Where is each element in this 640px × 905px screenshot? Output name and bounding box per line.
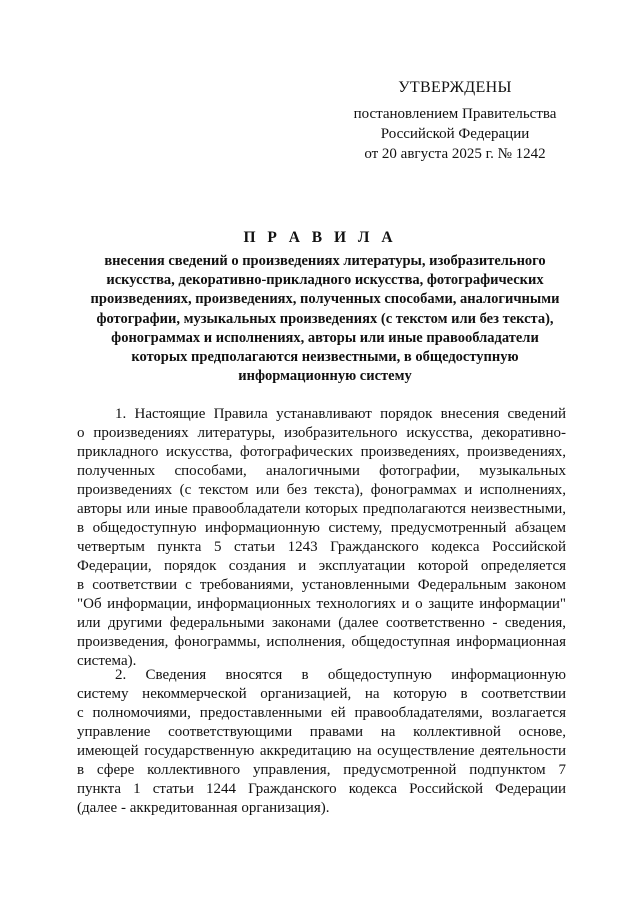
paragraph-line: систему некоммерческой организацией, на которую в соответствии bbox=[77, 686, 566, 702]
subtitle-line: внесения сведений о произведениях литературы, изобразительного bbox=[104, 253, 546, 269]
paragraph-line: управление соответствующими правами на коллективной основе, bbox=[77, 724, 566, 740]
paragraph-line: о произведениях литературы, изобразительного искусства, декоративно- bbox=[77, 425, 566, 441]
subtitle-line: фотографии, музыкальных произведениях (с текстом или без текста), bbox=[96, 310, 554, 327]
subtitle-line: информационную систему bbox=[238, 368, 412, 385]
paragraph-line: авторы или иные правообладатели которых предполагаются неизвестными, bbox=[77, 501, 566, 517]
paragraph-line: или другими федеральными законами (далее соответственно - сведения, bbox=[77, 615, 566, 631]
document-title: П Р А В И Л А bbox=[243, 229, 397, 246]
paragraph-line: произведения, фонограммы, исполнения, общедоступная информационная bbox=[77, 634, 566, 650]
paragraph-line: система). bbox=[77, 653, 137, 669]
paragraph-line: произведениях (с текстом или без текста), фонограммах и исполнениях, bbox=[77, 482, 566, 498]
paragraph-line: "Об информации, информационных технологиях и о защите информации" bbox=[77, 596, 566, 612]
document-subtitle bbox=[80, 252, 570, 386]
subtitle-line: фонограммах и исполнениях, авторы или иные правообладатели bbox=[111, 329, 539, 346]
subtitle-line: произведениях, произведениях, полученных способами, аналогичными bbox=[90, 291, 560, 308]
paragraph-line: Федерации, порядок создания и эксплуатации которой определяется bbox=[77, 558, 566, 574]
paragraph-line: прикладного искусства, фотографических произведениях, произведениях, bbox=[77, 444, 566, 460]
paragraph-1 bbox=[77, 405, 566, 671]
paragraph-line: полученных способами, аналогичными фотографии, музыкальных bbox=[77, 463, 566, 479]
paragraph-line: в соответствии с требованиями, установленными Федеральным законом bbox=[77, 577, 566, 593]
paragraph-line: с полномочиями, предоставленными ей правообладателями, возлагается bbox=[77, 705, 566, 721]
subtitle-line: искусства, декоративно-прикладного искусства, фотографических bbox=[106, 272, 544, 289]
subtitle-line: которых предполагаются неизвестными, в общедоступную bbox=[131, 349, 519, 366]
paragraph-line: 2. Сведения вносятся в общедоступную информационную bbox=[115, 667, 566, 683]
paragraph-line: четвертым пункта 5 статьи 1243 Гражданского кодекса Российской bbox=[77, 539, 566, 555]
paragraph-2 bbox=[77, 666, 566, 818]
approval-heading: УТВЕРЖДЕНЫ bbox=[398, 79, 512, 96]
approval-line: от 20 августа 2025 г. № 1242 bbox=[364, 146, 546, 162]
approval-line: постановлением Правительства bbox=[353, 106, 557, 122]
approval-line: Российской Федерации bbox=[380, 126, 530, 142]
paragraph-line: имеющей государственную аккредитацию на осуществление деятельности bbox=[77, 743, 566, 759]
paragraph-line: в общедоступную информационную систему, предусмотренный абзацем bbox=[77, 520, 566, 536]
paragraph-line: 1. Настоящие Правила устанавливают порядок внесения сведений bbox=[115, 406, 566, 422]
paragraph-line: пункта 1 статьи 1244 Гражданского кодекса Российской Федерации bbox=[77, 781, 566, 797]
paragraph-line: в сфере коллективного управления, предусмотренной подпунктом 7 bbox=[77, 762, 566, 778]
paragraph-line: (далее - аккредитованная организация). bbox=[77, 800, 330, 816]
approval-block bbox=[340, 78, 570, 164]
